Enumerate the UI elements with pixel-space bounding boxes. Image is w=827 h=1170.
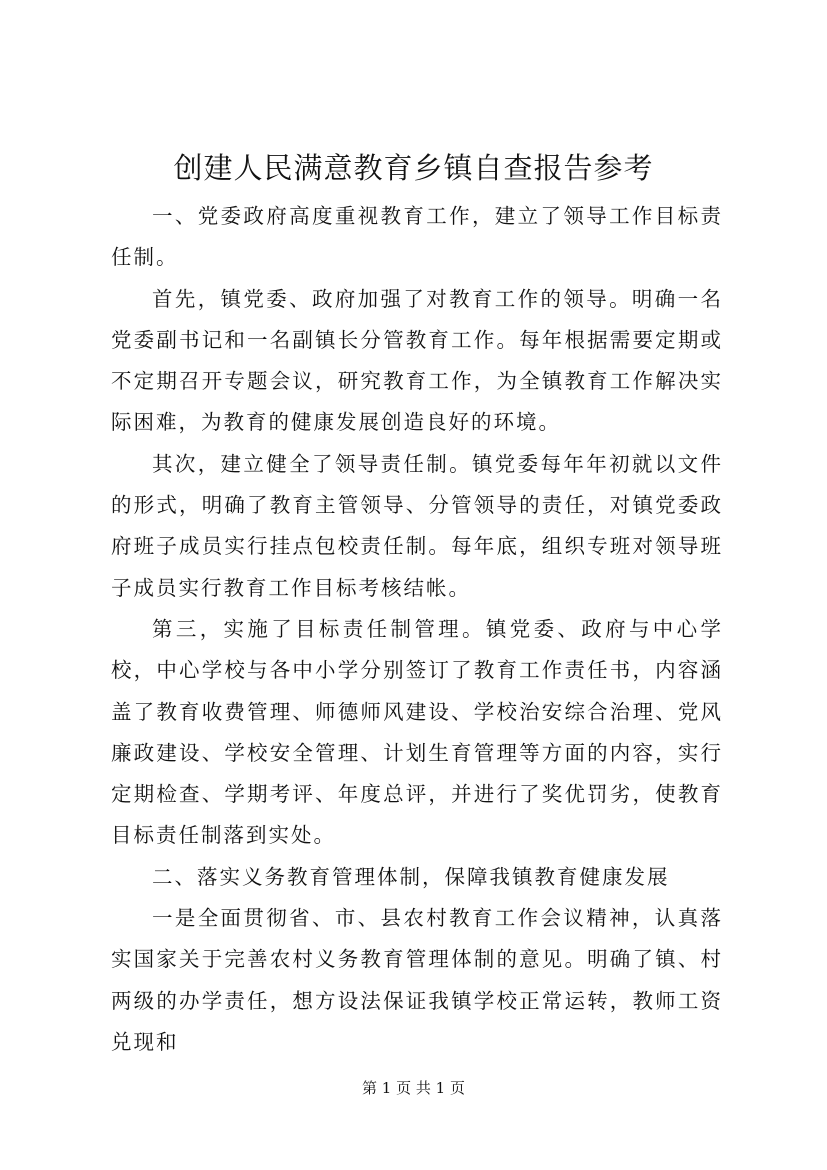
document-body <box>111 196 723 1063</box>
document-title: 创建人民满意教育乡镇自查报告参考 <box>173 151 654 185</box>
paragraph-section-two-heading: 二、落实义务教育管理体制，保障我镇教育健康发展 <box>152 864 670 889</box>
paragraph-third: 第三，实施了目标责任制管理。镇党委、政府与中心学校，中心学校与各中小学分别签订了教育工作责任书，内容涵盖了教育收费管理、师德师风建设、学校治安综合治理、党风廉政建设、学校安全管理、计划生育管理等方面的内容，实行定期检查、学期考评、年度总评，并进行了奖优罚劣，使教育目标责任制落到实处。 <box>111 616 723 848</box>
paragraph-section-one-heading: 一、党委政府高度重视教育工作，建立了领导工作目标责任制。 <box>111 204 723 270</box>
paragraph-second: 其次，建立健全了领导责任制。镇党委每年年初就以文件的形式，明确了教育主管领导、分管领导的责任，对镇党委政府班子成员实行挂点包校责任制。每年底，组织专班对领导班子成员实行教育工作目标考核结帐。 <box>111 451 723 600</box>
paragraph-section-two-first: 一是全面贯彻省、市、县农村教育工作会议精神，认真落实国家关于完善农村义务教育管理体制的意见。明确了镇、村两级的办学责任，想方设法保证我镇学校正常运转，教师工资兑现和 <box>111 906 723 1054</box>
page-footer: 第 1 页 共 1 页 <box>362 1079 465 1097</box>
paragraph-first: 首先，镇党委、政府加强了对教育工作的领导。明确一名党委副书记和一名副镇长分管教育工作。每年根据需要定期或不定期召开专题会议，研究教育工作，为全镇教育工作解决实际困难，为教育的健康发展创造良好的环境。 <box>111 286 723 435</box>
